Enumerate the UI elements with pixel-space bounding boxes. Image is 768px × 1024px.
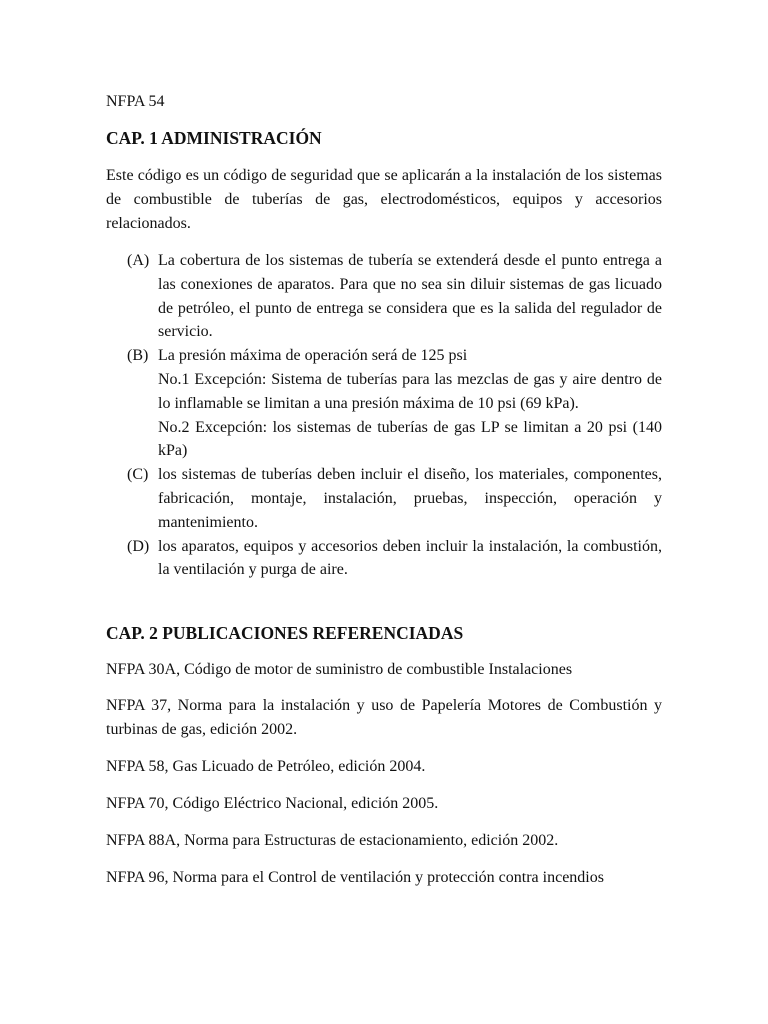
list-item-text: La presión máxima de operación será de 125 psi [158, 347, 468, 365]
list-item-text: los sistemas de tuberías deben incluir el diseño, los materiales, componentes, fabricación, montaje, instalación, pruebas, inspección, operación y mantenimiento. [158, 466, 662, 531]
list-item-body [158, 535, 662, 583]
list-marker: (D) [127, 537, 150, 555]
list-item-body [158, 249, 662, 344]
chapter-1-intro: Este código es un código de seguridad que se aplicarán a la instalación de los sistemas de combustible de tuberías de gas, electrodomésticos, equipos y accesorios relacionados. [106, 167, 662, 232]
list-item-c [127, 463, 662, 534]
chapter-2-heading: CAP. 2 PUBLICACIONES REFERENCIADAS [106, 623, 464, 643]
reference-item: NFPA 30A, Código de motor de suministro de combustible Instalaciones [106, 661, 573, 678]
chapter-1-list [127, 249, 662, 582]
reference-item: NFPA 88A, Norma para Estructuras de estacionamiento, edición 2002. [106, 832, 559, 849]
list-item-text: los aparatos, equipos y accesorios deben incluir la instalación, la combustión, la ventilación y purga de aire. [158, 537, 662, 579]
list-marker: (B) [127, 347, 149, 365]
exception-2-text: No.2 Excepción: los sistemas de tuberías de gas LP se limitan a 20 psi (140 kPa) [158, 418, 662, 460]
reference-item: NFPA 58, Gas Licuado de Petróleo, edición 2004. [106, 758, 426, 775]
document-title: NFPA 54 [106, 93, 165, 110]
reference-item: NFPA 70, Código Eléctrico Nacional, edición 2005. [106, 795, 439, 812]
list-item-b [127, 344, 662, 463]
list-item-body [158, 344, 662, 463]
list-marker: (C) [127, 466, 149, 484]
list-item-body [158, 463, 662, 534]
reference-item: NFPA 37, Norma para la instalación y uso de Papelería Motores de Combustión y turbinas de gas, edición 2002. [106, 697, 662, 738]
exception-1-text: No.1 Excepción: Sistema de tuberías para las mezclas de gas y aire dentro de lo inflamable se limitan a una presión máxima de 10 psi (69 kPa). [158, 370, 662, 412]
reference-item: NFPA 96, Norma para el Control de ventilación y protección contra incendios [106, 869, 604, 886]
list-marker: (A) [127, 252, 150, 269]
list-item-text: La cobertura de los sistemas de tubería se extenderá desde el punto entrega a las conexiones de aparatos. Para que no sea sin diluir sistemas de gas licuado de petróleo, el punto de entrega se considera que es la salida del regulador de servicio. [158, 252, 662, 341]
list-item-a [127, 249, 662, 344]
chapter-1-heading: CAP. 1 ADMINISTRACIÓN [106, 128, 322, 148]
list-item-d [127, 535, 662, 583]
